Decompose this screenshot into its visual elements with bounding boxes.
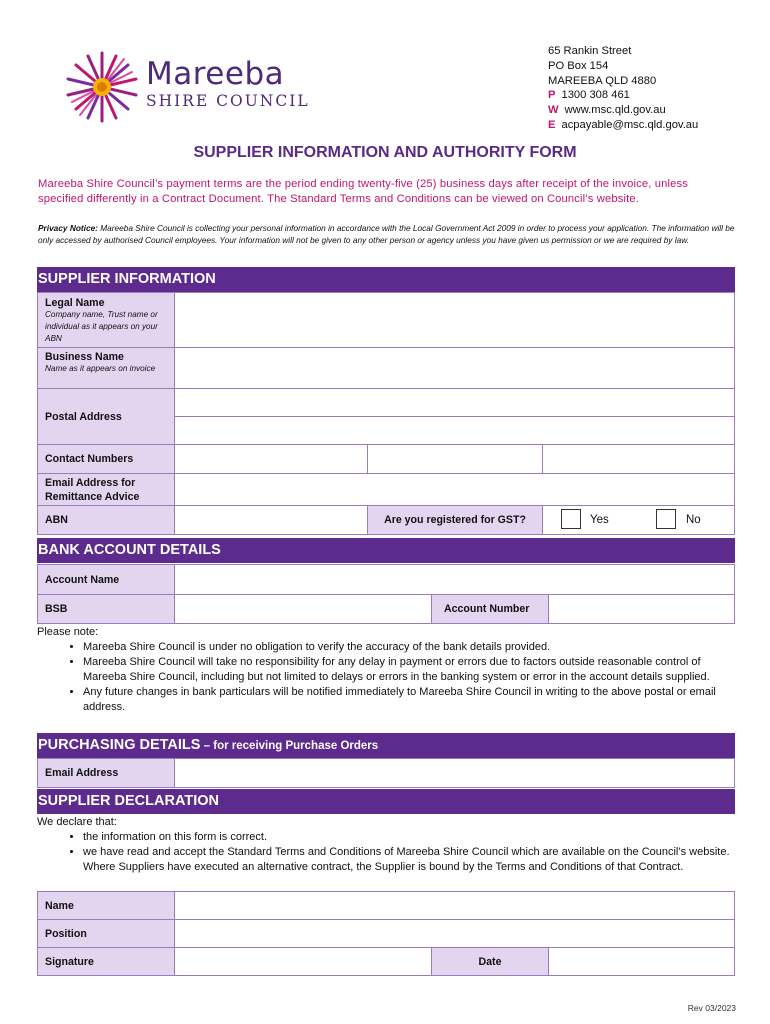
date-text: Date — [478, 955, 502, 968]
privacy-label: Privacy Notice: — [38, 223, 98, 233]
bank-note-item: • Mareeba Shire Council is under no obligation to verify the accuracy of the bank details provided. — [83, 640, 735, 655]
postal-address-text: Postal Address — [45, 410, 122, 423]
postal-address-line1[interactable] — [174, 388, 735, 417]
contact-number-2[interactable] — [367, 444, 543, 474]
date-label — [431, 947, 549, 976]
account-name-field[interactable] — [174, 564, 735, 595]
remittance-email-label — [37, 473, 175, 506]
supplier-info-heading: SUPPLIER INFORMATION — [37, 267, 735, 292]
abn-label — [37, 505, 175, 535]
po-email-label — [37, 758, 175, 788]
account-number-field[interactable] — [548, 594, 735, 624]
contact-numbers-text: Contact Numbers — [45, 453, 134, 465]
gst-no-checkbox[interactable] — [656, 509, 676, 529]
remittance-email-field[interactable] — [174, 473, 735, 506]
signature-label — [37, 947, 175, 976]
council-address — [548, 44, 698, 133]
bank-note — [37, 625, 735, 715]
position-label — [37, 919, 175, 948]
name-label — [37, 891, 175, 920]
legal-name-field[interactable] — [174, 292, 735, 348]
declaration-heading: SUPPLIER DECLARATION — [37, 789, 735, 814]
purchasing-heading-text: PURCHASING DETAILS — [38, 737, 201, 753]
business-name-text: Business Name — [45, 351, 124, 363]
bank-note-item: • Any future changes in bank particulars will be notified immediately to Mareeba Shire Council in writing to the above postal or email address. — [83, 685, 735, 715]
gst-question-label — [367, 505, 543, 535]
signature-text: Signature — [45, 955, 94, 968]
po-email-text: Email Address — [45, 767, 119, 779]
purchasing-heading-sub: – for receiving Purchase Orders — [200, 740, 379, 752]
payment-terms: Mareeba Shire Council’s payment terms are the period ending twenty-five (25) business days after receipt of the invoice, unless specified differently in a Contract Document. The Standard Terms and Conditions can be viewed on Council’s website. — [38, 178, 689, 205]
gst-no-label: No — [686, 514, 701, 526]
contact-numbers-label — [37, 444, 175, 474]
account-name-label — [37, 564, 175, 595]
gst-yes-label: Yes — [590, 514, 609, 526]
website: www.msc.qld.gov.au — [564, 104, 666, 117]
abn-text: ABN — [45, 514, 68, 526]
name-text: Name — [45, 899, 74, 912]
date-field[interactable] — [548, 947, 735, 976]
bsb-field[interactable] — [174, 594, 432, 624]
form-title: SUPPLIER INFORMATION AND AUTHORITY FORM — [193, 144, 577, 161]
legal-name-text: Legal Name — [45, 297, 105, 309]
gst-yes-checkbox[interactable] — [561, 509, 581, 529]
bsb-text: BSB — [45, 603, 68, 615]
declaration-item: • the information on this form is correct. — [83, 830, 735, 845]
business-name-field[interactable] — [174, 347, 735, 389]
address-line: 65 Rankin Street — [548, 45, 632, 57]
bank-note-title: Please note: — [37, 626, 99, 638]
position-field[interactable] — [174, 919, 735, 948]
gst-question-text: Are you registered for GST? — [384, 514, 526, 526]
bsb-label — [37, 594, 175, 624]
account-number-text: Account Number — [444, 603, 530, 615]
org-name: Mareeba — [146, 56, 285, 92]
legal-name-hint: Company name, Trust name or individual as it appears on your ABN — [45, 310, 158, 343]
address-line: PO Box 154 — [548, 59, 609, 72]
email-label: E — [548, 118, 556, 131]
phone-number: 1300 308 461 — [561, 89, 630, 102]
position-text: Position — [45, 927, 87, 940]
postal-address-line2[interactable] — [174, 416, 735, 445]
phone-label: P — [548, 89, 556, 102]
business-name-hint: Name as it appears on invoice — [45, 364, 156, 373]
account-name-text: Account Name — [45, 573, 120, 586]
signature-field[interactable] — [174, 947, 432, 976]
privacy-notice — [38, 222, 738, 246]
postal-address-label — [37, 388, 175, 445]
name-field[interactable] — [174, 891, 735, 920]
bank-note-item: • Mareeba Shire Council will take no responsibility for any delay in payment or errors due to factors outside reasonable control of Mareeba Shire Council, including but not limited to delays or errors in the banking system or error in the account details supplied. — [83, 655, 735, 685]
declaration-text — [37, 815, 735, 875]
po-email-field[interactable] — [174, 758, 735, 788]
declaration-intro: We declare that: — [37, 816, 117, 828]
legal-name-label — [37, 292, 175, 348]
contact-number-1[interactable] — [174, 444, 368, 474]
council-logo-icon — [62, 50, 142, 124]
address-line: MAREEBA QLD 4880 — [548, 74, 657, 87]
declaration-item: • we have read and accept the Standard Terms and Conditions of Mareeba Shire Council which are available on the Council’s website. Where Suppliers have executed an alternative contract, the Supplier is bound by the Terms and Conditions of that Contract. — [83, 845, 735, 875]
web-label: W — [548, 104, 559, 117]
account-number-label — [431, 594, 549, 624]
remittance-email-text: Email Address for Remittance Advice — [45, 476, 140, 503]
bank-details-heading: BANK ACCOUNT DETAILS — [37, 538, 735, 563]
abn-field[interactable] — [174, 505, 368, 535]
contact-email: acpayable@msc.qld.gov.au — [561, 118, 699, 131]
org-subtitle: SHIRE COUNCIL — [146, 92, 310, 110]
revision-footer: Rev 03/2023 — [687, 1003, 736, 1013]
purchasing-heading — [37, 733, 735, 758]
business-name-label — [37, 347, 175, 389]
contact-number-3[interactable] — [542, 444, 735, 474]
privacy-text: Mareeba Shire Council is collecting your personal information in accordance with the Local Government Act 2009 in order to process your application. The information will be only accessed by authorised Council employees. Your information will not be given to any other person or agency unless you have given us permission or we are required by law. — [38, 223, 735, 245]
